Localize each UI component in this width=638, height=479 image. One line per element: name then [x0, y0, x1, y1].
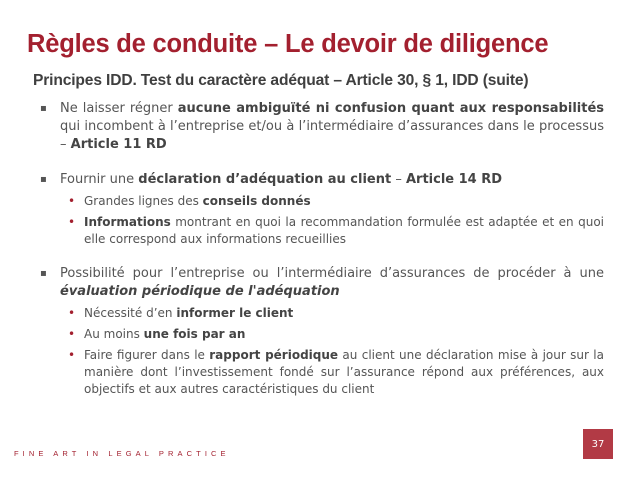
- slide-subtitle: Principes IDD. Test du caractère adéquat – Article 30, § 1, IDD (suite): [33, 72, 529, 89]
- sub-bullet-3-1: [38, 305, 604, 322]
- dot-bullet-icon: •: [68, 348, 76, 362]
- bullet-2-bold-2: Article 14 RD: [405, 172, 503, 187]
- bullet-1-bold-1: aucune ambiguïté ni confusion quant aux responsabilités: [177, 101, 604, 116]
- slide-title: Règles de conduite – Le devoir de diligence: [27, 30, 549, 58]
- bullet-3-text-1: Possibilité pour l’entreprise ou l’intermédiaire d’assurances de procéder à une: [60, 266, 604, 281]
- sub-bullet-2-2: [38, 214, 604, 248]
- bullet-1-text-2: qui incombent à l’entreprise et/ou à l’intermédiaire d’assurances dans le processus –: [60, 119, 604, 152]
- sub-bullet-3-2: [38, 326, 604, 343]
- sub-bold: une fois par an: [143, 327, 246, 341]
- bullet-1: [38, 100, 604, 154]
- sub-text: Nécessité d’en: [84, 306, 177, 320]
- bullet-3: [38, 265, 604, 301]
- sub-bold: Informations: [84, 215, 171, 229]
- dot-bullet-icon: •: [68, 306, 76, 320]
- sub-text: Grandes lignes des: [84, 194, 203, 208]
- sub-bold: rapport périodique: [209, 348, 339, 362]
- sub-text: montrant en quoi la recommandation formulée est adaptée et en quoi elle correspond aux informations recueillies: [84, 215, 604, 246]
- sub-bullet-2-1: [38, 193, 604, 210]
- bullet-2-text-2: –: [391, 172, 406, 187]
- footer-tagline: FINE ART IN LEGAL PRACTICE: [14, 449, 230, 458]
- dot-bullet-icon: •: [68, 215, 76, 229]
- bullet-2: [38, 171, 604, 189]
- bullet-3-bold-1: évaluation périodique de l'adéquation: [60, 284, 340, 299]
- sub-text: Au moins: [84, 327, 144, 341]
- sub-bold: informer le client: [176, 306, 294, 320]
- bullet-2-text-1: Fournir une: [60, 172, 139, 187]
- bullet-1-text-1: Ne laisser régner: [60, 101, 178, 116]
- dot-bullet-icon: •: [68, 327, 76, 341]
- sub-text: au client une déclaration mise à jour sur la manière dont l’investissement fondé sur l’assurance répond aux préférences, aux objectifs et aux autres caractéristiques du client: [84, 348, 604, 396]
- square-bullet-icon: ▪: [40, 268, 47, 279]
- bullet-2-bold-1: déclaration d’adéquation au client: [138, 172, 392, 187]
- dot-bullet-icon: •: [68, 194, 76, 208]
- sub-bullet-3-3: [38, 347, 604, 398]
- slide-body: [38, 100, 604, 398]
- sub-bold: conseils donnés: [202, 194, 311, 208]
- bullet-1-bold-2: Article 11 RD: [70, 137, 167, 152]
- square-bullet-icon: ▪: [40, 103, 47, 114]
- page-number: 37: [583, 429, 613, 459]
- square-bullet-icon: ▪: [40, 174, 47, 185]
- sub-text: Faire figurer dans le: [84, 348, 210, 362]
